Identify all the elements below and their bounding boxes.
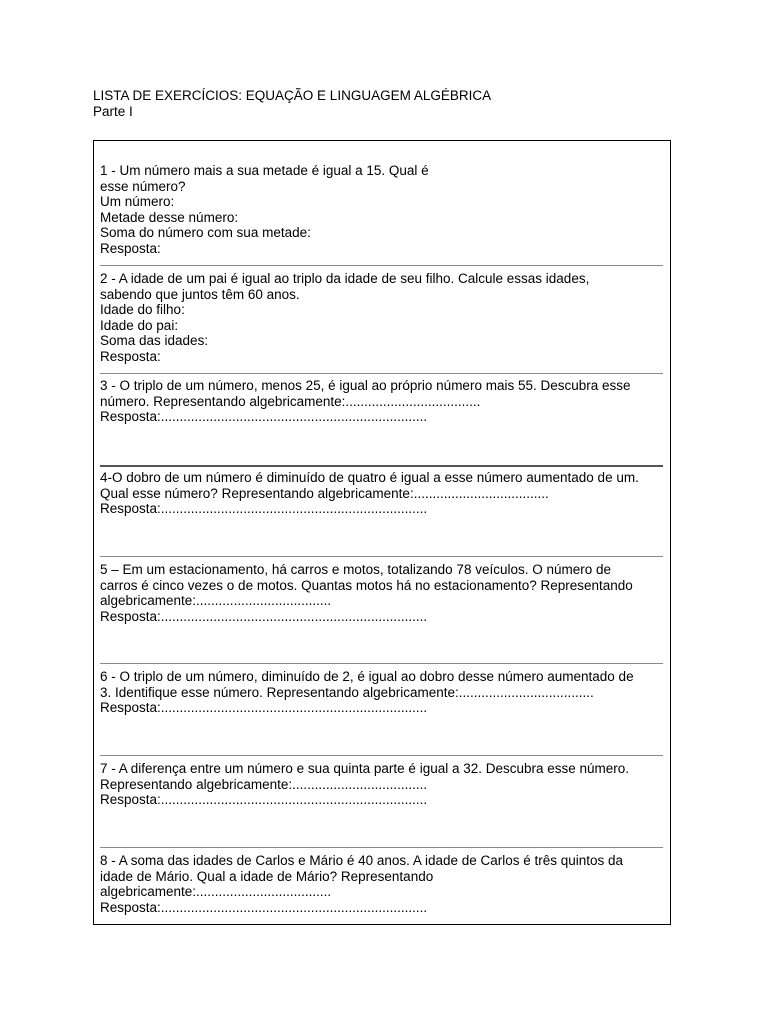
question-divider [100,265,663,266]
question-line: 6 - O triplo de um número, diminuído de 2, é igual ao dobro desse número aumentado de [100,669,634,684]
question-line: Um número: [100,194,175,209]
answer-line: Resposta:....................................................................... [100,409,428,424]
question-2 [100,271,666,364]
question-line: 3. Identifique esse número. Representando algebricamente:.................................... [100,684,594,700]
question-5 [100,562,666,624]
question-8 [100,853,666,915]
worksheet-header [93,88,491,119]
answer-line: Resposta:....................................................................... [100,700,428,715]
question-1 [100,163,666,256]
question-line: sabendo que juntos têm 60 anos. [100,286,300,302]
question-line: 5 – Em um estacionamento, há carros e motos, totalizando 78 veículos. O número de [100,562,612,577]
question-divider [100,465,663,467]
exercise-box [93,140,671,925]
question-4 [100,470,666,517]
question-divider [100,556,663,557]
worksheet-subtitle: Parte I [93,103,133,119]
question-line: Metade desse número: [100,209,239,225]
question-divider [100,755,663,756]
answer-line: Resposta:....................................................................... [100,608,428,624]
question-line: algebricamente:.................................... [100,884,332,899]
question-divider [100,663,663,664]
question-line: 1 - Um número mais a sua metade é igual a 15. Qual é [100,163,429,178]
question-line: Soma das idades: [100,333,209,348]
answer-line: Resposta: [100,348,161,364]
question-divider [100,847,663,848]
question-line: Idade do pai: [100,317,179,333]
question-3 [100,378,666,425]
question-line: Representando algebricamente:.................................... [100,776,428,792]
question-line: idade de Mário. Qual a idade de Mário? Representando [100,868,434,884]
answer-line: Resposta:....................................................................... [100,501,428,516]
question-line: algebricamente:.................................... [100,593,332,608]
question-line: Idade do filho: [100,302,185,317]
question-line: 2 - A idade de um pai é igual ao triplo da idade de seu filho. Calcule essas idades, [100,271,590,286]
answer-line: Resposta: [100,240,161,256]
question-line: esse número? [100,178,186,194]
question-line: Soma do número com sua metade: [100,225,311,240]
question-6 [100,669,666,716]
answer-line: Resposta:....................................................................... [100,899,428,915]
question-line: 8 - A soma das idades de Carlos e Mário é 40 anos. A idade de Carlos é três quintos da [100,853,624,868]
worksheet-title: LISTA DE EXERCÍCIOS: EQUAÇÃO E LINGUAGEM ALGÉBRICA [93,88,492,103]
answer-line: Resposta:....................................................................... [100,792,428,807]
question-line: número. Representando algebricamente:.................................... [100,393,481,409]
question-line: Qual esse número? Representando algebricamente:.................................... [100,485,549,501]
question-divider [100,373,663,374]
question-line: 4-O dobro de um número é diminuído de quatro é igual a esse número aumentado de um. [100,470,639,485]
question-line: 3 - O triplo de um número, menos 25, é igual ao próprio número mais 55. Descubra esse [100,378,631,393]
question-7 [100,761,666,808]
question-line: 7 - A diferença entre um número e sua quinta parte é igual a 32. Descubra esse número. [100,761,630,776]
question-line: carros é cinco vezes o de motos. Quantas motos há no estacionamento? Representando [100,577,633,593]
